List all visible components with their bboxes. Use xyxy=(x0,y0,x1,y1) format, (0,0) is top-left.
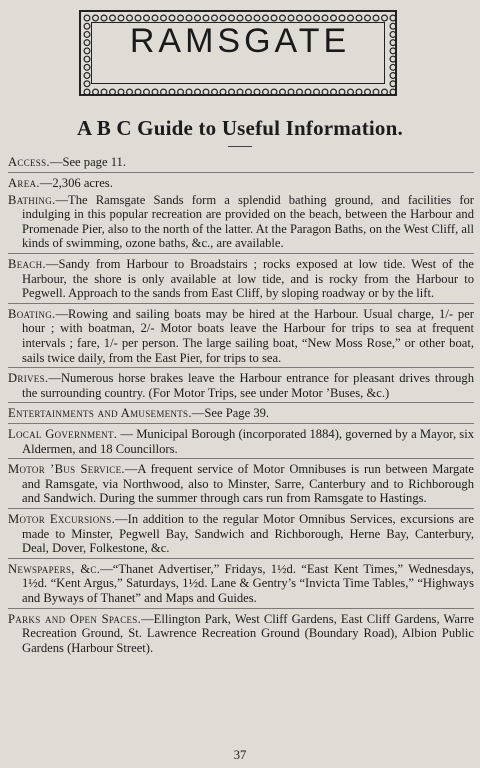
chain-ring xyxy=(203,15,209,21)
chain-ring xyxy=(390,81,396,87)
chain-ring xyxy=(331,89,337,95)
entry-text: —2,306 acres. xyxy=(39,175,113,190)
entry-term: Motor Excursions. xyxy=(8,511,116,526)
entry-term: Beach. xyxy=(8,257,46,272)
chain-ring xyxy=(84,73,90,79)
entry-term: Newspapers, &c. xyxy=(8,561,101,576)
entry-area xyxy=(8,176,474,191)
chain-ring xyxy=(212,89,218,95)
chain-ring xyxy=(314,15,320,21)
entry-beach xyxy=(8,257,474,304)
chain-ring xyxy=(212,15,218,21)
chain-ring xyxy=(127,15,133,21)
heading-rule xyxy=(228,146,252,147)
chain-ring xyxy=(101,15,107,21)
chain-ring xyxy=(203,89,209,95)
entry-term: Motor ’Bus Service. xyxy=(8,462,125,477)
chain-ring xyxy=(84,15,90,21)
entry-text: —A frequent service of Motor Omnibuses is run between Margate and Ramsgate, via Northwood, also to Minster, Sarre, Canterbury and to Richborough and Sandwich. During the summer through cars run from Ramsgate to Hastings. xyxy=(22,462,474,506)
chain-ring xyxy=(322,15,328,21)
chain-ring xyxy=(288,89,294,95)
entry-parks xyxy=(8,612,474,656)
page-title: RAMSGATE xyxy=(129,22,351,60)
chain-ring xyxy=(263,89,269,95)
chain-ring xyxy=(339,89,345,95)
entry-motor-excursions xyxy=(8,512,474,559)
chain-ring xyxy=(127,89,133,95)
entry-term: Entertainments and Amusements. xyxy=(8,406,192,421)
chain-ring xyxy=(322,89,328,95)
chain-ring xyxy=(246,89,252,95)
chain-ring xyxy=(271,89,277,95)
page-number: 37 xyxy=(233,748,247,762)
section-heading: A B C Guide to Useful Information. xyxy=(77,116,403,140)
chain-ring xyxy=(186,89,192,95)
entry-text: —See Page 39. xyxy=(191,406,270,421)
chain-ring xyxy=(348,15,354,21)
chain-ring xyxy=(365,89,371,95)
chain-ring xyxy=(110,89,116,95)
entry-text: —In addition to the regular Motor Omnibus Services, excursions are made to Minster, Pegwell Bay, Sandwich and Richborough, Herne Bay, Canterbury, Deal, Dover, Folkestone, &c. xyxy=(22,511,474,556)
chain-ring xyxy=(161,89,167,95)
entry-term: Local Government. xyxy=(8,427,118,441)
chain-ring xyxy=(186,15,192,21)
chain-ring xyxy=(382,89,388,95)
chain-ring xyxy=(271,15,277,21)
chain-ring xyxy=(93,89,99,95)
entry-text: —The Ramsgate Sands form a splendid bathing ground, and facilities for indulging in this popular recreation are provided on the beach, between the Harbour and Promenade Pier, also to the north of the latter. At the Paragon Baths, on the West Cliff, all kinds of swimming, ozone baths, &c., are available. xyxy=(22,192,474,251)
chain-ring xyxy=(118,89,124,95)
chain-ring xyxy=(373,15,379,21)
chain-ring xyxy=(169,89,175,95)
chain-ring xyxy=(331,15,337,21)
entry-text: —Rowing and sailing boats may be hired at the Harbour. Usual charge, 1/- per hour ; with boatman, 2/- Motor boats leave the Harbour for trips to sea at frequent intervals ; fare, 1/- per person. The large sailing boat, “New Moss Rose,” or other boat, sails twice daily, from the East Pier, for trips to sea. xyxy=(22,306,474,365)
chain-ring xyxy=(348,89,354,95)
chain-ring xyxy=(178,15,184,21)
entry-term: Access. xyxy=(8,155,50,169)
entry-motor-bus-service xyxy=(8,462,474,509)
chain-ring xyxy=(229,89,235,95)
entry-term: Bathing. xyxy=(8,192,56,207)
chain-ring xyxy=(152,15,158,21)
chain-ring xyxy=(161,15,167,21)
chain-ring xyxy=(390,89,396,95)
chain-ring xyxy=(195,89,201,95)
entry-newspapers xyxy=(8,562,474,609)
entry-entertainments xyxy=(8,406,474,424)
entry-term: Parks and Open Spaces. xyxy=(8,611,142,626)
chain-ring xyxy=(84,64,90,70)
chain-ring xyxy=(229,15,235,21)
chain-ring xyxy=(263,15,269,21)
chain-ring xyxy=(178,89,184,95)
chain-ring xyxy=(246,15,252,21)
entry-drives xyxy=(8,371,474,403)
chain-ring xyxy=(110,15,116,21)
chain-ring xyxy=(135,89,141,95)
entry-bathing xyxy=(8,193,474,254)
chain-ring xyxy=(169,15,175,21)
chain-ring xyxy=(152,89,158,95)
chain-ring xyxy=(365,15,371,21)
chain-ring xyxy=(254,15,260,21)
chain-ring xyxy=(84,89,90,95)
chain-ring xyxy=(297,15,303,21)
chain-ring xyxy=(356,15,362,21)
chain-ring xyxy=(297,89,303,95)
chain-ring xyxy=(305,15,311,21)
entry-boating xyxy=(8,307,474,368)
chain-ring xyxy=(195,15,201,21)
chain-ring xyxy=(93,15,99,21)
entry-text: —“Thanet Advertiser,” Fridays, 1½d. “East Kent Times,” Wednesdays, 1½d. “Kent Argus,” Saturdays, 1½d. Lane & Gentry’s “Invicta Time Tables,” “Highways and Byways of Thanet” and Maps and Guides. xyxy=(22,561,474,605)
entry-term: Drives. xyxy=(8,371,49,386)
entry-local-government xyxy=(8,427,474,459)
entry-term: Area. xyxy=(8,175,40,190)
chain-ring xyxy=(135,15,141,21)
chain-ring xyxy=(144,89,150,95)
entry-term: Boating. xyxy=(8,306,56,321)
entry-text: —Ellington Park, West Cliff Gardens, East Cliff Gardens, Warre Recreation Ground, St. Lawrence Recreation Ground (Boundary Road), Albion Public Gardens (Harbour Street). xyxy=(22,611,474,655)
chain-ring xyxy=(390,64,396,70)
chain-ring xyxy=(237,15,243,21)
chain-ring xyxy=(101,89,107,95)
chain-ring xyxy=(390,15,396,21)
chain-ring xyxy=(254,89,260,95)
chain-ring xyxy=(305,89,311,95)
chain-ring xyxy=(314,89,320,95)
chain-ring xyxy=(288,15,294,21)
chain-ring xyxy=(390,73,396,79)
entries-list xyxy=(8,155,474,658)
chain-ring xyxy=(382,15,388,21)
chain-ring xyxy=(373,89,379,95)
entry-text: —See page 11. xyxy=(49,155,126,169)
chain-ring xyxy=(280,89,286,95)
chain-ring xyxy=(220,15,226,21)
entry-text: —Numerous horse brakes leave the Harbour entrance for pleasant drives through the surrounding country. (For Motor Trips, see under Motor ’Buses, &c.) xyxy=(22,371,474,400)
chain-ring xyxy=(237,89,243,95)
chain-ring xyxy=(118,15,124,21)
entry-access xyxy=(8,155,474,173)
entry-text: — Municipal Borough (incorporated 1884), governed by a Mayor, six Aldermen, and 18 Councillors. xyxy=(22,427,474,456)
chain-ring xyxy=(280,15,286,21)
entry-text: —Sandy from Harbour to Broadstairs ; rocks exposed at low tide. West of the Harbour, the shore is only available at low tide, and is rocky from the Harbour to Pegwell. Approach to the sands from East Cliff, by sloping roadway or by the lift. xyxy=(22,257,474,301)
chain-ring xyxy=(220,89,226,95)
chain-ring xyxy=(144,15,150,21)
chain-ring xyxy=(339,15,345,21)
chain-ring xyxy=(84,81,90,87)
chain-ring xyxy=(356,89,362,95)
